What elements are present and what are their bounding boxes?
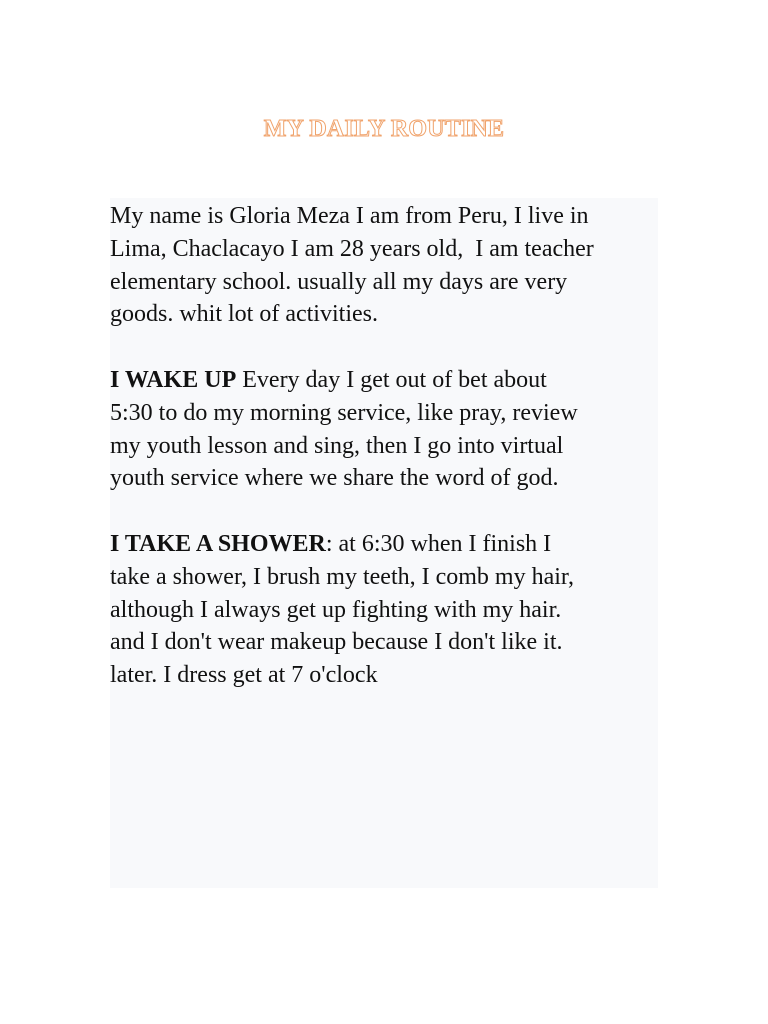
text-line: goods. whit lot of activities. xyxy=(110,301,378,328)
text-line: and I don't wear makeup because I don't like it. xyxy=(110,629,563,656)
document-title: MY DAILY ROUTINE xyxy=(263,116,505,142)
section-heading-shower: I TAKE A SHOWER xyxy=(110,530,326,557)
text-line: take a shower, I brush my teeth, I comb my hair, xyxy=(110,563,574,590)
text-fragment: Every day I get out of bet about xyxy=(236,366,547,393)
paragraph-spacer xyxy=(110,331,670,364)
text-fragment: : at 6:30 when I finish I xyxy=(325,530,552,557)
document-body xyxy=(110,200,670,692)
paragraph-spacer xyxy=(110,495,670,528)
text-line: Lima, Chaclacayo I am 28 years old, I am teacher xyxy=(110,235,594,262)
paragraph-intro xyxy=(110,200,670,331)
text-line: My name is Gloria Meza I am from Peru, I live in xyxy=(110,203,589,229)
paragraph-wake-up xyxy=(110,364,670,495)
text-line: 5:30 to do my morning service, like pray, review xyxy=(110,399,578,426)
text-line xyxy=(110,528,670,561)
text-line: elementary school. usually all my days are very xyxy=(110,268,568,295)
text-line: later. I dress get at 7 o'clock xyxy=(110,662,378,689)
text-line: youth service where we share the word of god. xyxy=(110,465,559,492)
text-line: my youth lesson and sing, then I go into virtual xyxy=(110,432,564,459)
text-line: although I always get up fighting with my hair. xyxy=(110,596,562,623)
text-line xyxy=(110,364,670,397)
section-heading-wake-up: I WAKE UP xyxy=(110,366,237,393)
paragraph-shower xyxy=(110,528,670,692)
